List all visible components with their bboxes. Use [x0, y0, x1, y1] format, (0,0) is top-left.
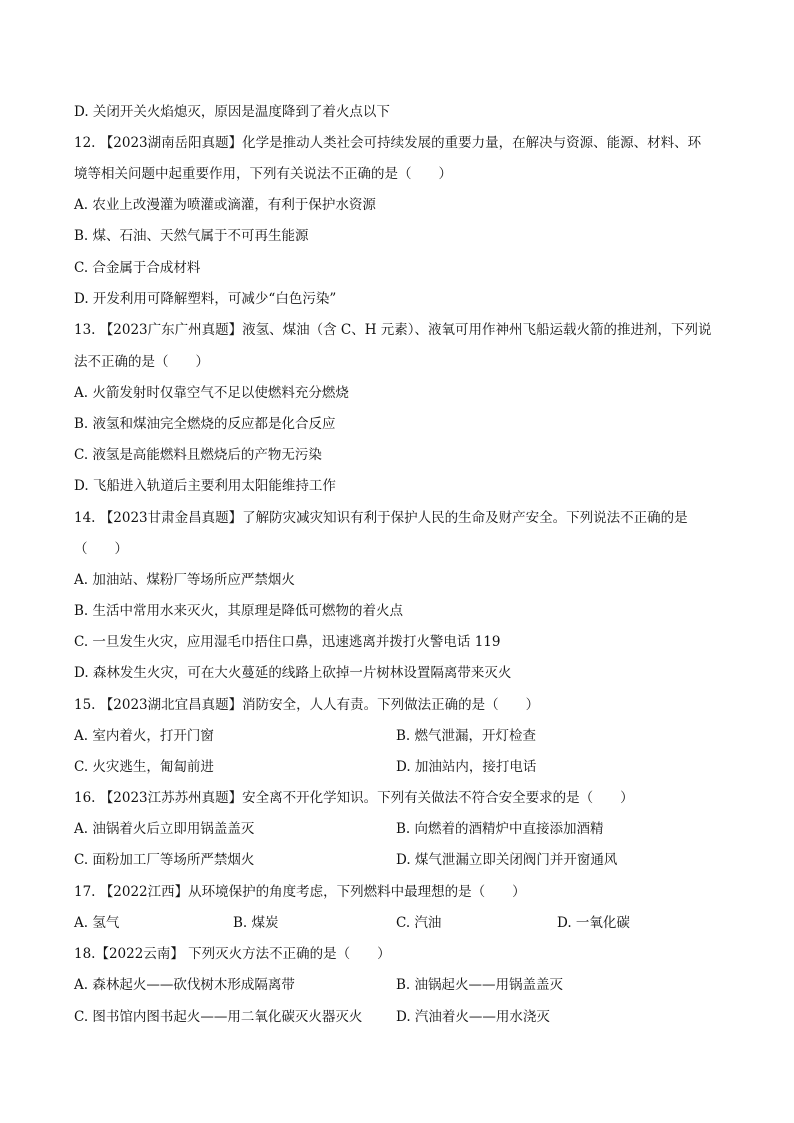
q14-option-b: B. 生活中常用水来灭火，其原理是降低可燃物的着火点	[74, 603, 404, 619]
q16-option-b: B. 向燃着的酒精炉中直接添加酒精	[396, 821, 604, 837]
q16-option-a: A. 油锅着火后立即用锅盖盖灭	[74, 821, 255, 837]
q15-option-d: D. 加油站内，接打电话	[396, 759, 537, 775]
q14-stem-line1: 14. 【2023甘肃金昌真题】了解防灾减灾知识有利于保护人民的生命及财产安全。下列说法不正确的是	[74, 510, 688, 526]
q16-option-c: C. 面粉加工厂等场所严禁烟火	[74, 852, 255, 868]
q14-option-d: D. 森林发生火灾，可在大火蔓延的线路上砍掉一片树林设置隔离带来灭火	[74, 665, 512, 681]
q17-option-b: B. 煤炭	[233, 915, 279, 931]
q13-option-b: B. 液氢和煤油完全燃烧的反应都是化合反应	[74, 416, 336, 432]
q13-option-c: C. 液氢是高能燃料且燃烧后的产物无污染	[74, 447, 322, 463]
q16-option-d: D. 煤气泄漏立即关闭阀门并开窗通风	[396, 852, 618, 868]
q12-option-b: B. 煤、石油、天然气属于不可再生能源	[74, 228, 309, 244]
q17-option-c: C. 汽油	[396, 915, 442, 931]
q14-option-c: C. 一旦发生火灾，应用湿毛巾捂住口鼻，迅速逃离并拨打火警电话 119	[74, 634, 501, 650]
q18-stem: 18.【2022云南】 下列灭火方法不正确的是（ ）	[74, 946, 391, 962]
q13-stem-line2: 法不正确的是（ ）	[74, 354, 209, 370]
q15-stem: 15. 【2023湖北宜昌真题】消防安全，人人有责。下列做法正确的是（ ）	[74, 697, 540, 713]
q17-option-d: D. 一氧化碳	[557, 915, 630, 931]
q12-option-c: C. 合金属于合成材料	[74, 260, 201, 276]
q15-option-b: B. 燃气泄漏，开灯检查	[396, 728, 537, 744]
q11-option-d: D. 关闭开关火焰熄灭，原因是温度降到了着火点以下	[74, 104, 390, 120]
q14-option-a: A. 加油站、煤粉厂等场所应严禁烟火	[74, 572, 295, 588]
q13-option-a: A. 火箭发射时仅靠空气不足以使燃料充分燃烧	[74, 385, 349, 401]
q13-option-d: D. 飞船进入轨道后主要利用太阳能维持工作	[74, 478, 336, 494]
q15-option-a: A. 室内着火，打开门窗	[74, 728, 214, 744]
q12-stem-line1: 12. 【2023湖南岳阳真题】化学是推动人类社会可持续发展的重要力量，在解决与资源、能源、材料、环	[74, 135, 702, 151]
q15-option-c: C. 火灾逃生，匍匐前进	[74, 759, 214, 775]
q16-stem: 16. 【2023江苏苏州真题】安全离不开化学知识。下列有关做法不符合安全要求的是（ ）	[74, 790, 634, 806]
q17-option-a: A. 氢气	[74, 915, 120, 931]
q12-option-d: D. 开发利用可降解塑料，可减少“白色污染”	[74, 291, 337, 307]
q13-stem-line1: 13. 【2023广东广州真题】液氢、煤油（含 C、H 元素）、液氧可用作神州飞船运载火箭的推进剂，下列说	[74, 322, 712, 338]
q18-option-d: D. 汽油着火——用水浇灭	[396, 1009, 550, 1025]
q18-option-b: B. 油锅起火——用锅盖盖灭	[396, 977, 564, 993]
q12-stem-line2: 境等相关问题中起重要作用，下列有关说法不正确的是（ ）	[74, 166, 452, 182]
q12-option-a: A. 农业上改漫灌为喷灌或滴灌，有利于保护水资源	[74, 197, 376, 213]
q17-stem: 17. 【2022江西】从环境保护的角度考虑，下列燃料中最理想的是（ ）	[74, 884, 526, 900]
q18-option-a: A. 森林起火——砍伐树木形成隔离带	[74, 977, 295, 993]
q14-stem-line2: （ ）	[74, 541, 128, 557]
q18-option-c: C. 图书馆内图书起火——用二氧化碳灭火器灭火	[74, 1009, 363, 1025]
